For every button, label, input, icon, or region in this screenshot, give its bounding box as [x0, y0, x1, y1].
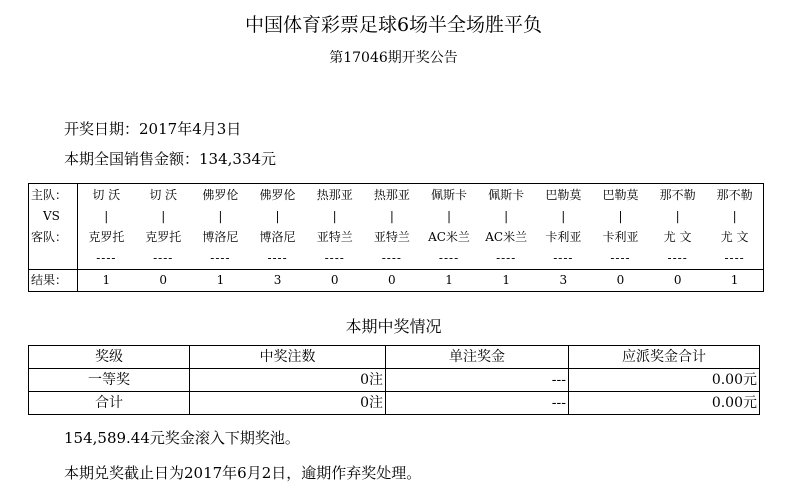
- vs-mark: |: [732, 208, 737, 223]
- prize-count: 0注: [190, 369, 386, 392]
- away-team: 博洛尼: [202, 229, 239, 244]
- separator: ----: [96, 251, 117, 266]
- vs-mark: |: [332, 208, 337, 223]
- prize-per-bet: ---: [386, 369, 569, 392]
- header-count: 中奖注数: [190, 346, 386, 369]
- prize-total: 0.00元: [569, 369, 760, 392]
- away-team: 尤 文: [720, 229, 749, 244]
- away-team: 克罗托: [88, 229, 125, 244]
- match-result: 0: [306, 269, 363, 291]
- prize-level: 一等奖: [29, 369, 190, 392]
- away-team: 卡利亚: [545, 229, 582, 244]
- home-team: 佩斯卡: [488, 187, 525, 202]
- result-row-label: 结果：: [29, 269, 78, 291]
- away-team: 亚特兰: [316, 229, 353, 244]
- separator: ----: [667, 251, 688, 266]
- away-row-label: 客队：: [29, 226, 78, 247]
- prize-table: [28, 345, 760, 415]
- vs-mark: |: [275, 208, 280, 223]
- away-team: 博洛尼: [259, 229, 296, 244]
- match-result: 1: [706, 269, 763, 291]
- home-team: 那不勒: [716, 187, 753, 202]
- separator: ----: [210, 251, 231, 266]
- away-team: 亚特兰: [373, 229, 410, 244]
- home-team: 佛罗伦: [202, 187, 239, 202]
- match-result: 1: [420, 269, 477, 291]
- match-result: 3: [249, 269, 306, 291]
- separator: ----: [724, 251, 745, 266]
- home-team: 佩斯卡: [431, 187, 468, 202]
- separator-row: [29, 247, 764, 269]
- match-result: 0: [135, 269, 192, 291]
- prize-section-title: 本期中奖情况: [345, 317, 442, 336]
- prize-header-row: [29, 346, 760, 369]
- separator-row-label: [29, 247, 78, 269]
- home-row: [29, 184, 764, 206]
- match-result: 0: [592, 269, 649, 291]
- away-team: 克罗托: [145, 229, 182, 244]
- separator: ----: [381, 251, 402, 266]
- header-per-bet: 单注奖金: [386, 346, 569, 369]
- prize-level: 合计: [29, 392, 190, 415]
- home-team: 热那亚: [373, 187, 410, 202]
- draw-date-value: 2017年4月3日: [139, 120, 242, 138]
- match-result: 0: [363, 269, 420, 291]
- vs-row-label: VS: [29, 205, 78, 226]
- away-team: 尤 文: [663, 229, 692, 244]
- separator: ----: [438, 251, 460, 266]
- issue-subtitle: 第17046期开奖公告: [329, 50, 458, 66]
- deadline-note: 本期兑奖截止日为2017年6月2日，逾期作弃奖处理。: [64, 464, 422, 482]
- sales-value: 134,334元: [199, 150, 277, 168]
- home-row-label: 主队：: [29, 184, 78, 206]
- home-team: 那不勒: [659, 187, 696, 202]
- separator: ----: [496, 251, 517, 266]
- prize-per-bet: ---: [386, 392, 569, 415]
- vs-row: [29, 205, 764, 226]
- vs-mark: |: [104, 208, 109, 223]
- sales-amount: [64, 148, 276, 169]
- home-team: 巴勒莫: [545, 187, 582, 202]
- away-team: 卡利亚: [602, 229, 639, 244]
- away-row: [29, 226, 764, 247]
- vs-mark: |: [675, 208, 680, 223]
- home-team: 佛罗伦: [259, 187, 296, 202]
- match-table: [28, 183, 764, 292]
- prize-row-first: [29, 369, 760, 392]
- away-team: AC米兰: [485, 229, 528, 244]
- vs-mark: |: [561, 208, 566, 223]
- header-total: 应派奖金合计: [569, 346, 760, 369]
- vs-mark: |: [446, 208, 452, 223]
- separator: ----: [324, 251, 345, 266]
- vs-mark: |: [618, 208, 623, 223]
- header-level: 奖级: [29, 346, 190, 369]
- prize-total: 0.00元: [569, 392, 760, 415]
- page-title: 中国体育彩票足球6场半全场胜平负: [244, 14, 543, 36]
- separator: ----: [553, 251, 574, 266]
- rollover-note: 154,589.44元奖金滚入下期奖池。: [64, 429, 300, 447]
- match-result: 1: [478, 269, 535, 291]
- home-team: 热那亚: [316, 187, 353, 202]
- separator: ----: [610, 251, 631, 266]
- vs-mark: |: [161, 208, 166, 223]
- match-result: 1: [78, 269, 135, 291]
- vs-mark: |: [389, 208, 394, 223]
- home-team: 切 沃: [149, 187, 178, 202]
- separator: ----: [153, 251, 174, 266]
- draw-date-label: 开奖日期：: [64, 120, 140, 138]
- home-team: 切 沃: [92, 187, 121, 202]
- prize-row-sum: [29, 392, 760, 415]
- result-row: [29, 269, 764, 291]
- separator: ----: [267, 251, 288, 266]
- vs-mark: |: [218, 208, 223, 223]
- vs-mark: |: [504, 208, 509, 223]
- match-result: 1: [192, 269, 249, 291]
- sales-label: 本期全国销售金额：: [64, 150, 200, 168]
- home-team: 巴勒莫: [602, 187, 639, 202]
- prize-count: 0注: [190, 392, 386, 415]
- match-result: 0: [649, 269, 706, 291]
- draw-date: [64, 118, 241, 139]
- match-result: 3: [535, 269, 592, 291]
- away-team: AC米兰: [428, 229, 470, 244]
